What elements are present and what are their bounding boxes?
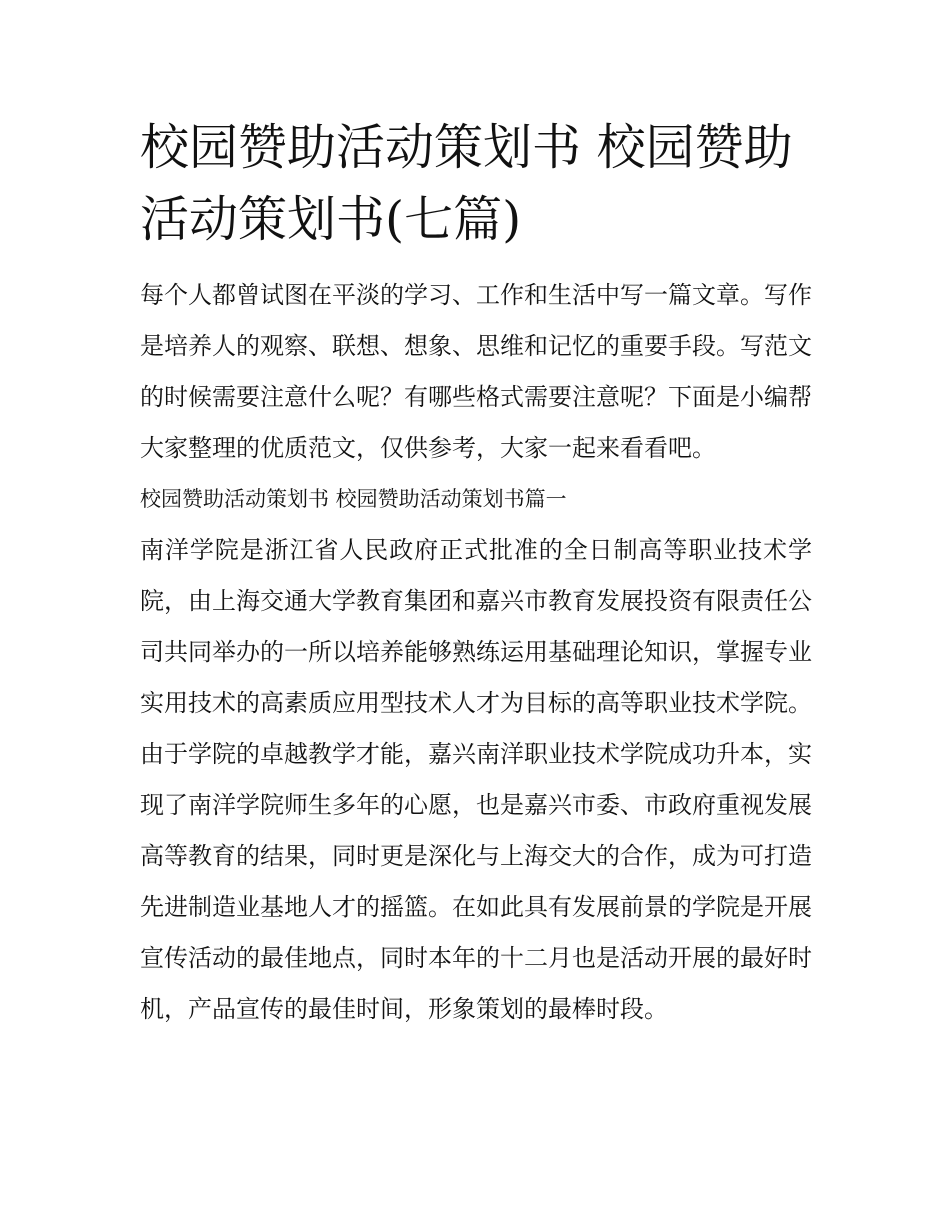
document-body (140, 112, 812, 1035)
section-heading: 校园赞助活动策划书 校园赞助活动策划书篇一 (140, 487, 567, 511)
body-paragraph-1: 南洋学院是浙江省人民政府正式批准的全日制高等职业技术学院，由上海交通大学教育集团和嘉兴市教育发展投资有限责任公司共同举办的一所以培养能够熟练运用基础理论知识，掌握专业实用技术的高素质应用型技术人才为目标的高等职业技术学院。 (140, 536, 812, 717)
body-paragraph-2: 由于学院的卓越教学才能，嘉兴南洋职业技术学院成功升本，实现了南洋学院师生多年的心愿，也是嘉兴市委、市政府重视发展高等教育的结果，同时更是深化与上海交大的合作，成为可打造先进制造业基地人才的摇篮。在如此具有发展前景的学院是开展宣传活动的最佳地点，同时本年的十二月也是活动开展的最好时机，产品宣传的最佳时间，形象策划的最棒时段。 (140, 740, 812, 1023)
intro-paragraph: 每个人都曾试图在平淡的学习、工作和生活中写一篇文章。写作是培养人的观察、联想、想象、思维和记忆的重要手段。写范文的时候需要注意什么呢？有哪些格式需要注意呢？下面是小编帮大家整理的优质范文，仅供参考，大家一起来看看吧。 (140, 281, 812, 462)
document-title: 校园赞助活动策划书 校园赞助活动策划书(七篇) (140, 119, 793, 248)
